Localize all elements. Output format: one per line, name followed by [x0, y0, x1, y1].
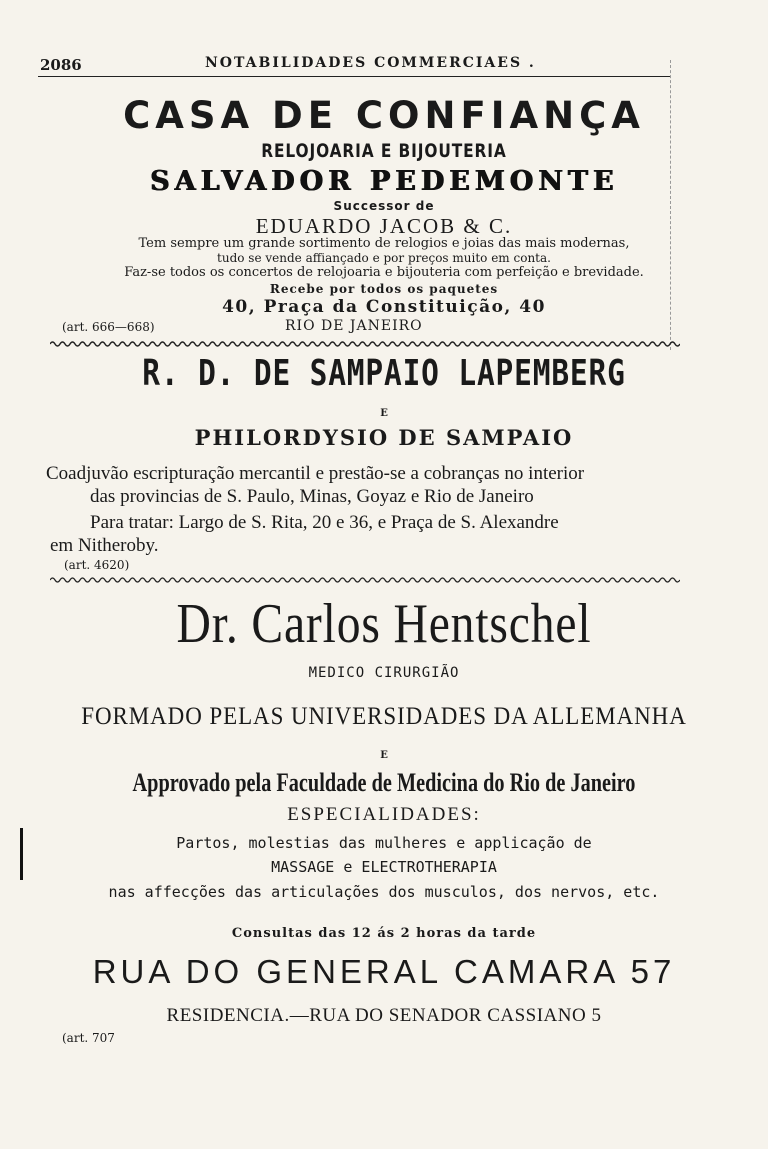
- ad3-text-line: MASSAGE e ELECTROTHERAPIA: [271, 858, 497, 876]
- running-head: NOTABILIDADES COMMERCIAES .: [205, 55, 536, 71]
- ad2-reference: (art. 4620): [64, 558, 130, 572]
- ad2-text-line: Coadjuvão escripturação mercantil e prestão-se a cobranças no interior: [46, 463, 585, 484]
- ad3-consulting-hours: Consultas das 12 ás 2 horas da tarde: [231, 926, 537, 941]
- ad1-firm-name: EDUARDO JACOB & C.: [255, 214, 513, 238]
- ad1-proprietor-name: SALVADOR PEDEMONTE: [149, 166, 619, 197]
- ad3-street-address: RUA DO GENERAL CAMARA 57: [92, 953, 676, 990]
- ad1-title: CASA DE CONFIANÇA: [123, 94, 645, 137]
- ad2-title: R. D. DE SAMPAIO LAPEMBERG: [142, 353, 626, 394]
- ad2-text-line: em Nitheroby.: [50, 535, 159, 556]
- ad1-city: RIO DE JANEIRO: [285, 318, 423, 334]
- ad2-partner-name: PHILORDYSIO DE SAMPAIO: [194, 425, 574, 450]
- ad2-text-line: das provincias de S. Paulo, Minas, Goyaz e Rio de Janeiro: [90, 486, 534, 507]
- wavy-divider: [50, 340, 680, 348]
- ad3-role: MEDICO CIRURGIÃO: [308, 665, 460, 681]
- ad1-text-line: Tem sempre um grande sortimento de relogios e joias das mais modernas,: [138, 236, 630, 251]
- ad1-successor-label: Successor de: [333, 199, 435, 213]
- ad3-residence: RESIDENCIA.—RUA DO SENADOR CASSIANO 5: [166, 1005, 602, 1026]
- page-number: 2086: [40, 56, 82, 74]
- ad3-specialties-heading: ESPECIALIDADES:: [287, 804, 481, 825]
- ad3-text-line: Partos, molestias das mulheres e applicação de: [176, 834, 592, 852]
- ad1-text-line: tudo se vende affiançado e por preços muito em conta.: [217, 251, 551, 265]
- ad1-text-line: Faz-se todos os concertos de relojoaria e bijouteria com perfeição e brevidade.: [124, 265, 644, 280]
- header-rule: [38, 76, 670, 77]
- margin-ink-mark: [20, 828, 23, 880]
- ad3-approved-line: Approvado pela Faculdade de Medicina do Rio de Janeiro: [132, 768, 636, 797]
- ad1-subtitle: RELOJOARIA E BIJOUTERIA: [261, 140, 507, 162]
- ad1-text-line: Recebe por todos os paquetes: [269, 282, 499, 296]
- ad1-reference: (art. 666—668): [62, 320, 155, 334]
- ad3-reference: (art. 707: [62, 1031, 115, 1045]
- ad2-text-line: Para tratar: Largo de S. Rita, 20 e 36, e Praça de S. Alexandre: [90, 512, 559, 533]
- ad3-formed-line: FORMADO PELAS UNIVERSIDADES DA ALLEMANHA: [81, 703, 687, 730]
- ad1-address: 40, Praça da Constituição, 40: [222, 297, 546, 317]
- ad3-text-line: nas affecções das articulações dos musculos, dos nervos, etc.: [108, 883, 660, 901]
- ad3-conjunction: E: [380, 750, 388, 761]
- ad2-conjunction: E: [380, 408, 388, 419]
- ad3-doctor-name: Dr. Carlos Hentschel: [176, 593, 592, 655]
- wavy-divider: [50, 576, 680, 584]
